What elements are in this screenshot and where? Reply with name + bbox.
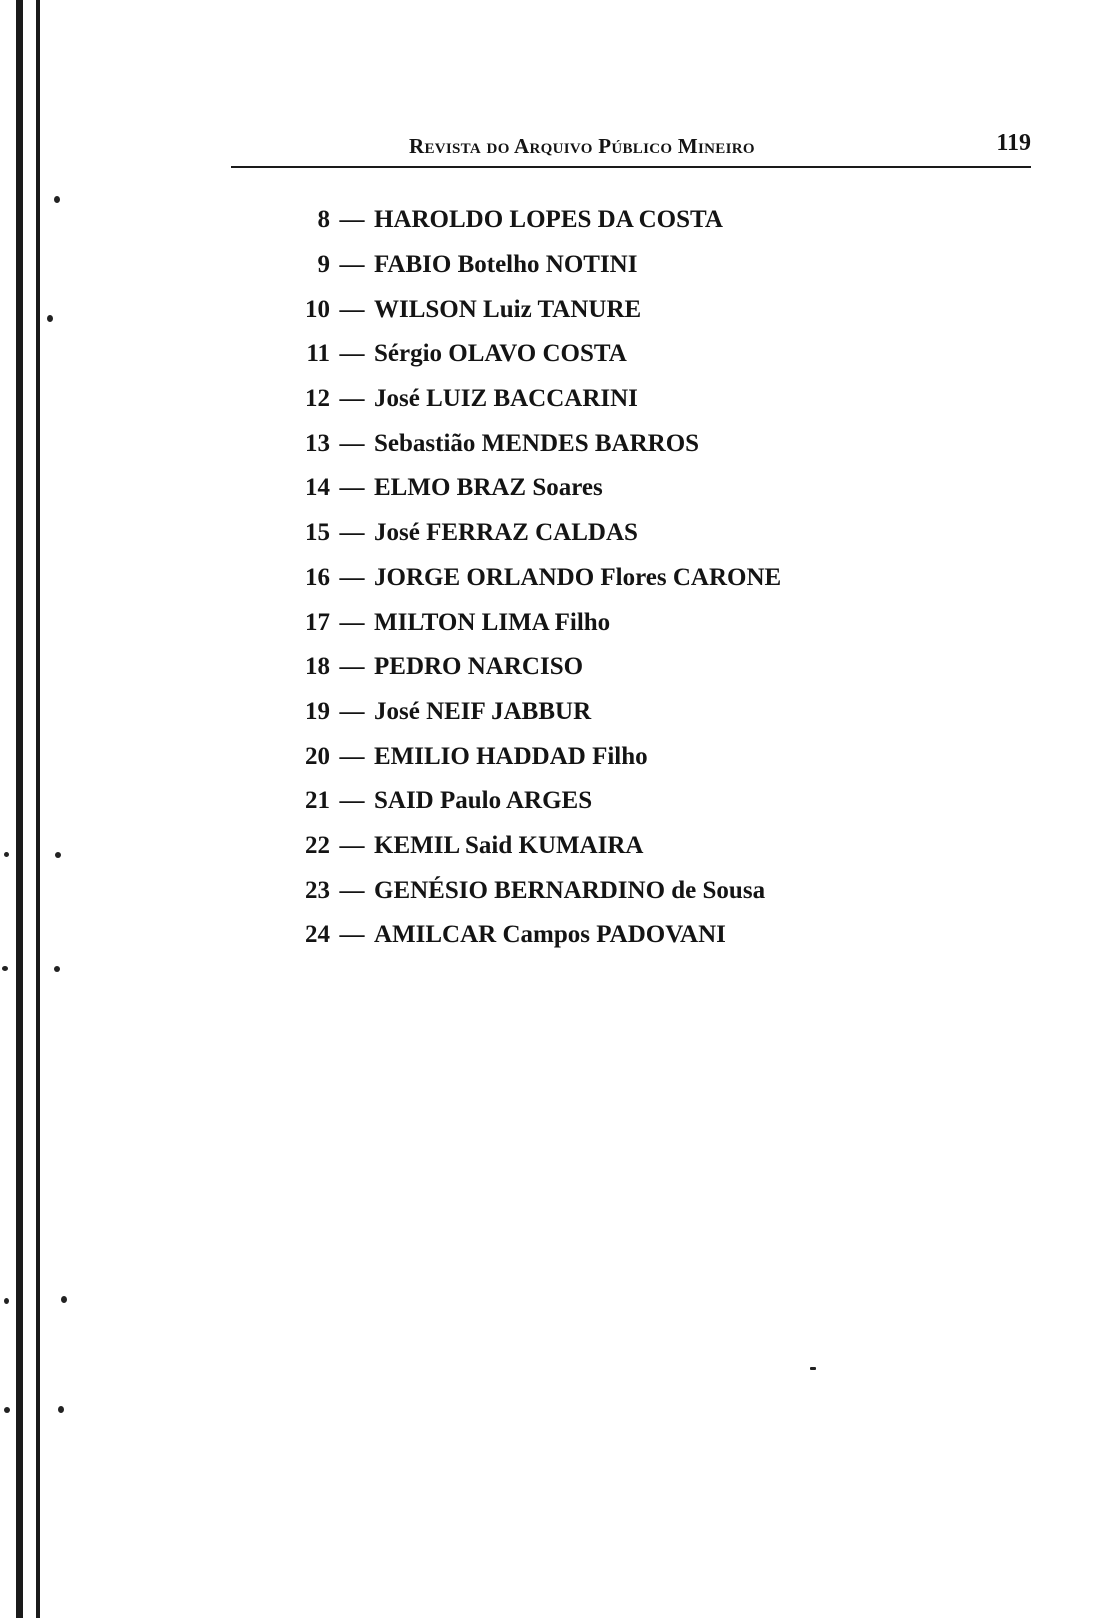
entry-number: 21 bbox=[305, 787, 330, 815]
page-header bbox=[231, 128, 1031, 168]
entry-dash: — bbox=[339, 608, 365, 636]
entry-dash: — bbox=[339, 563, 365, 591]
scan-speck bbox=[61, 1296, 67, 1303]
entry-name: JORGE ORLANDO Flores CARONE bbox=[374, 563, 782, 591]
list-item bbox=[290, 511, 940, 556]
entry-name: SAID Paulo ARGES bbox=[374, 787, 593, 815]
entry-dash: — bbox=[339, 787, 365, 815]
entry-number: 17 bbox=[305, 608, 330, 636]
entry-number: 19 bbox=[305, 697, 330, 725]
entry-dash: — bbox=[339, 653, 365, 681]
list-item bbox=[290, 243, 940, 288]
list-item bbox=[290, 600, 940, 645]
entry-dash: — bbox=[339, 295, 365, 323]
entry-name: WILSON Luiz TANURE bbox=[374, 295, 642, 323]
entry-number: 13 bbox=[305, 429, 330, 457]
scan-speck bbox=[4, 1298, 9, 1304]
entry-number: 15 bbox=[305, 519, 330, 547]
entry-number: 14 bbox=[305, 474, 330, 502]
entry-name: AMILCAR Campos PADOVANI bbox=[374, 921, 726, 949]
binding-edge-line-inner bbox=[36, 0, 40, 1618]
entry-name: ELMO BRAZ Soares bbox=[374, 474, 603, 502]
entry-dash: — bbox=[339, 340, 365, 368]
scan-speck bbox=[55, 852, 61, 858]
scan-speck bbox=[2, 966, 8, 971]
list-item bbox=[290, 421, 940, 466]
entry-number: 20 bbox=[305, 742, 330, 770]
list-item bbox=[290, 287, 940, 332]
running-title: Revista do Arquivo Público Mineiro bbox=[409, 134, 755, 158]
entry-number: 8 bbox=[317, 206, 330, 234]
entry-number: 11 bbox=[306, 340, 330, 368]
entry-name: PEDRO NARCISO bbox=[374, 653, 584, 681]
name-list bbox=[290, 198, 940, 958]
entry-name: José NEIF JABBUR bbox=[374, 697, 592, 725]
scan-speck bbox=[54, 196, 60, 203]
list-item bbox=[290, 690, 940, 735]
entry-dash: — bbox=[339, 876, 365, 904]
scan-speck bbox=[810, 1367, 816, 1370]
page-number: 119 bbox=[996, 130, 1031, 156]
entry-number: 12 bbox=[305, 385, 330, 413]
entry-dash: — bbox=[339, 742, 365, 770]
list-item bbox=[290, 466, 940, 511]
list-item bbox=[290, 734, 940, 779]
entry-name: FABIO Botelho NOTINI bbox=[374, 251, 638, 279]
entry-dash: — bbox=[339, 251, 365, 279]
entry-name: KEMIL Said KUMAIRA bbox=[374, 831, 644, 859]
entry-name: Sérgio OLAVO COSTA bbox=[374, 340, 627, 368]
entry-number: 16 bbox=[305, 563, 330, 591]
entry-number: 10 bbox=[305, 295, 330, 323]
entry-dash: — bbox=[339, 519, 365, 547]
scan-speck bbox=[47, 315, 53, 322]
entry-dash: — bbox=[339, 429, 365, 457]
entry-dash: — bbox=[339, 831, 365, 859]
scan-speck bbox=[4, 852, 9, 857]
list-item bbox=[290, 779, 940, 824]
header-rule bbox=[231, 166, 1031, 168]
entry-number: 22 bbox=[305, 831, 330, 859]
entry-name: José LUIZ BACCARINI bbox=[374, 385, 638, 413]
scan-speck bbox=[4, 1407, 10, 1413]
entry-name: EMILIO HADDAD Filho bbox=[374, 742, 648, 770]
scan-speck bbox=[54, 966, 60, 972]
entry-number: 18 bbox=[305, 653, 330, 681]
scan-speck bbox=[58, 1406, 64, 1413]
entry-name: HAROLDO LOPES DA COSTA bbox=[374, 206, 723, 234]
list-item bbox=[290, 377, 940, 422]
entry-name: José FERRAZ CALDAS bbox=[374, 519, 638, 547]
list-item bbox=[290, 913, 940, 958]
binding-edge-line bbox=[16, 0, 23, 1618]
entry-dash: — bbox=[339, 697, 365, 725]
list-item bbox=[290, 198, 940, 243]
entry-name: GENÉSIO BERNARDINO de Sousa bbox=[374, 876, 766, 904]
entry-name: Sebastião MENDES BARROS bbox=[374, 429, 700, 457]
entry-dash: — bbox=[339, 921, 365, 949]
entry-dash: — bbox=[339, 385, 365, 413]
entry-dash: — bbox=[339, 206, 365, 234]
entry-number: 9 bbox=[317, 251, 330, 279]
entry-name: MILTON LIMA Filho bbox=[374, 608, 611, 636]
list-item bbox=[290, 645, 940, 690]
list-item bbox=[290, 824, 940, 869]
entry-number: 23 bbox=[305, 876, 330, 904]
entry-dash: — bbox=[339, 474, 365, 502]
list-item bbox=[290, 556, 940, 601]
list-item bbox=[290, 332, 940, 377]
entry-number: 24 bbox=[305, 921, 330, 949]
list-item bbox=[290, 868, 940, 913]
